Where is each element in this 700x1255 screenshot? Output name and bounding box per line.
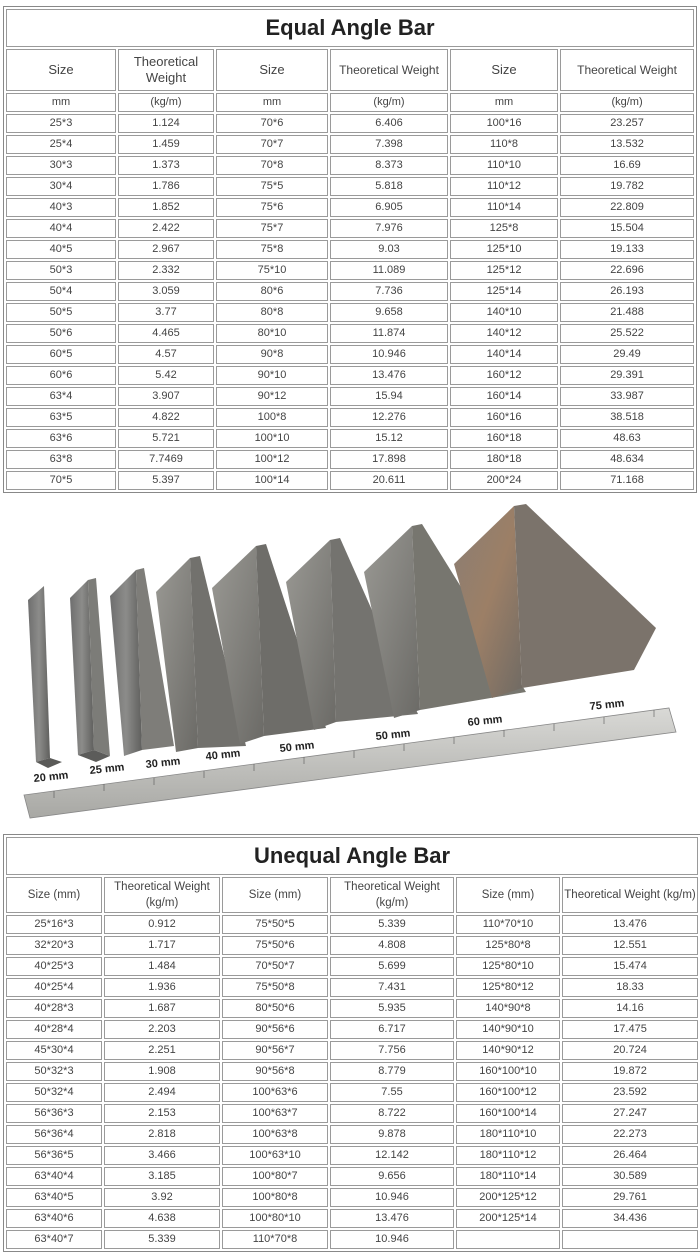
size-label: 40 mm bbox=[205, 747, 241, 763]
weight-cell: 1.908 bbox=[104, 1062, 220, 1081]
size-cell: 40*28*4 bbox=[6, 1020, 102, 1039]
column-header: Theoretical Weight bbox=[330, 49, 448, 91]
weight-cell: 29.49 bbox=[560, 345, 694, 364]
weight-cell: 48.63 bbox=[560, 429, 694, 448]
size-cell: 50*3 bbox=[6, 261, 116, 280]
weight-cell: 3.92 bbox=[104, 1188, 220, 1207]
size-cell: 140*12 bbox=[450, 324, 558, 343]
weight-cell: 13.476 bbox=[330, 1209, 454, 1228]
weight-cell: 13.532 bbox=[560, 135, 694, 154]
weight-cell: 5.42 bbox=[118, 366, 214, 385]
weight-cell: 19.872 bbox=[562, 1062, 698, 1081]
unit-cell: (kg/m) bbox=[560, 93, 694, 112]
size-cell: 100*63*6 bbox=[222, 1083, 328, 1102]
size-cell: 70*5 bbox=[6, 471, 116, 490]
weight-cell: 6.905 bbox=[330, 198, 448, 217]
weight-cell: 8.722 bbox=[330, 1104, 454, 1123]
weight-cell: 4.57 bbox=[118, 345, 214, 364]
weight-cell: 19.782 bbox=[560, 177, 694, 196]
weight-cell: 26.193 bbox=[560, 282, 694, 301]
size-cell: 90*8 bbox=[216, 345, 328, 364]
size-cell: 60*5 bbox=[6, 345, 116, 364]
size-cell: 63*40*5 bbox=[6, 1188, 102, 1207]
weight-cell: 17.898 bbox=[330, 450, 448, 469]
equal-angle-table bbox=[3, 6, 697, 493]
size-cell: 125*8 bbox=[450, 219, 558, 238]
table-row bbox=[6, 198, 694, 217]
size-cell: 140*10 bbox=[450, 303, 558, 322]
unequal-header-row bbox=[6, 877, 698, 913]
size-label: 75 mm bbox=[589, 697, 625, 713]
weight-cell: 10.946 bbox=[330, 1230, 454, 1249]
table-row bbox=[6, 915, 698, 934]
weight-cell: 23.257 bbox=[560, 114, 694, 133]
equal-header-row bbox=[6, 49, 694, 91]
weight-cell: 22.273 bbox=[562, 1125, 698, 1144]
equal-table-title: Equal Angle Bar bbox=[6, 9, 694, 47]
column-header: Theoretical Weight (kg/m) bbox=[104, 877, 220, 913]
size-cell: 180*110*12 bbox=[456, 1146, 560, 1165]
weight-cell: 23.592 bbox=[562, 1083, 698, 1102]
size-cell: 80*6 bbox=[216, 282, 328, 301]
weight-cell: 12.276 bbox=[330, 408, 448, 427]
weight-cell: 7.756 bbox=[330, 1041, 454, 1060]
size-cell: 100*80*7 bbox=[222, 1167, 328, 1186]
weight-cell: 15.474 bbox=[562, 957, 698, 976]
weight-cell: 22.809 bbox=[560, 198, 694, 217]
table-row bbox=[6, 240, 694, 259]
size-cell: 200*125*14 bbox=[456, 1209, 560, 1228]
size-cell: 70*50*7 bbox=[222, 957, 328, 976]
size-cell bbox=[456, 1230, 560, 1249]
size-cell: 63*4 bbox=[6, 387, 116, 406]
table-row bbox=[6, 957, 698, 976]
size-cell: 50*6 bbox=[6, 324, 116, 343]
table-row bbox=[6, 999, 698, 1018]
weight-cell: 15.94 bbox=[330, 387, 448, 406]
size-cell: 180*110*10 bbox=[456, 1125, 560, 1144]
weight-cell: 5.699 bbox=[330, 957, 454, 976]
equal-unit-row bbox=[6, 93, 694, 112]
weight-cell: 8.373 bbox=[330, 156, 448, 175]
table-row bbox=[6, 1020, 698, 1039]
size-cell: 160*100*12 bbox=[456, 1083, 560, 1102]
table-row bbox=[6, 1041, 698, 1060]
column-header: Theoretical Weight (kg/m) bbox=[330, 877, 454, 913]
weight-cell: 2.153 bbox=[104, 1104, 220, 1123]
table-row bbox=[6, 1146, 698, 1165]
size-cell: 160*18 bbox=[450, 429, 558, 448]
size-cell: 125*12 bbox=[450, 261, 558, 280]
table-row bbox=[6, 282, 694, 301]
size-cell: 75*10 bbox=[216, 261, 328, 280]
angle-bar-20mm bbox=[28, 586, 62, 768]
weight-cell: 5.339 bbox=[104, 1230, 220, 1249]
size-cell: 200*24 bbox=[450, 471, 558, 490]
weight-cell: 30.589 bbox=[562, 1167, 698, 1186]
weight-cell: 71.168 bbox=[560, 471, 694, 490]
size-cell: 100*12 bbox=[216, 450, 328, 469]
table-row bbox=[6, 1188, 698, 1207]
table-row bbox=[6, 177, 694, 196]
weight-cell: 4.465 bbox=[118, 324, 214, 343]
size-cell: 40*28*3 bbox=[6, 999, 102, 1018]
size-cell: 140*90*8 bbox=[456, 999, 560, 1018]
weight-cell: 7.398 bbox=[330, 135, 448, 154]
weight-cell: 5.935 bbox=[330, 999, 454, 1018]
table-row bbox=[6, 408, 694, 427]
size-cell: 100*80*8 bbox=[222, 1188, 328, 1207]
table-row bbox=[6, 135, 694, 154]
weight-cell: 2.332 bbox=[118, 261, 214, 280]
column-header: Size (mm) bbox=[6, 877, 102, 913]
unit-cell: mm bbox=[216, 93, 328, 112]
weight-cell: 2.203 bbox=[104, 1020, 220, 1039]
weight-cell: 5.818 bbox=[330, 177, 448, 196]
weight-cell: 2.251 bbox=[104, 1041, 220, 1060]
unequal-angle-table bbox=[3, 834, 700, 1252]
weight-cell: 21.488 bbox=[560, 303, 694, 322]
table-row bbox=[6, 936, 698, 955]
size-cell: 110*12 bbox=[450, 177, 558, 196]
size-cell: 63*5 bbox=[6, 408, 116, 427]
size-cell: 100*10 bbox=[216, 429, 328, 448]
table-row bbox=[6, 471, 694, 490]
size-cell: 110*70*8 bbox=[222, 1230, 328, 1249]
size-cell: 56*36*4 bbox=[6, 1125, 102, 1144]
size-cell: 110*14 bbox=[450, 198, 558, 217]
table-row bbox=[6, 156, 694, 175]
weight-cell: 9.658 bbox=[330, 303, 448, 322]
size-cell: 63*40*4 bbox=[6, 1167, 102, 1186]
weight-cell: 16.69 bbox=[560, 156, 694, 175]
weight-cell: 7.976 bbox=[330, 219, 448, 238]
size-cell: 200*125*12 bbox=[456, 1188, 560, 1207]
size-cell: 40*25*4 bbox=[6, 978, 102, 997]
weight-cell: 15.12 bbox=[330, 429, 448, 448]
size-cell: 45*30*4 bbox=[6, 1041, 102, 1060]
size-cell: 40*5 bbox=[6, 240, 116, 259]
column-header: Size bbox=[216, 49, 328, 91]
size-cell: 160*100*10 bbox=[456, 1062, 560, 1081]
size-cell: 90*56*7 bbox=[222, 1041, 328, 1060]
size-cell: 100*8 bbox=[216, 408, 328, 427]
size-cell: 160*100*14 bbox=[456, 1104, 560, 1123]
table-row bbox=[6, 387, 694, 406]
weight-cell: 19.133 bbox=[560, 240, 694, 259]
size-cell: 63*6 bbox=[6, 429, 116, 448]
weight-cell: 7.7469 bbox=[118, 450, 214, 469]
weight-cell: 1.852 bbox=[118, 198, 214, 217]
weight-cell: 25.522 bbox=[560, 324, 694, 343]
column-header: Theoretical Weight (kg/m) bbox=[562, 877, 698, 913]
size-label: 50 mm bbox=[375, 727, 411, 743]
column-header: Theoretical Weight bbox=[118, 49, 214, 91]
weight-cell: 14.16 bbox=[562, 999, 698, 1018]
size-cell: 80*10 bbox=[216, 324, 328, 343]
size-cell: 75*6 bbox=[216, 198, 328, 217]
size-cell: 100*63*7 bbox=[222, 1104, 328, 1123]
size-cell: 140*90*10 bbox=[456, 1020, 560, 1039]
weight-cell: 11.089 bbox=[330, 261, 448, 280]
weight-cell: 1.459 bbox=[118, 135, 214, 154]
size-cell: 63*40*7 bbox=[6, 1230, 102, 1249]
size-cell: 40*25*3 bbox=[6, 957, 102, 976]
table-row bbox=[6, 1083, 698, 1102]
size-cell: 50*4 bbox=[6, 282, 116, 301]
weight-cell: 17.475 bbox=[562, 1020, 698, 1039]
weight-cell: 10.946 bbox=[330, 345, 448, 364]
size-cell: 90*56*6 bbox=[222, 1020, 328, 1039]
weight-cell: 29.391 bbox=[560, 366, 694, 385]
table-row bbox=[6, 1167, 698, 1186]
weight-cell: 4.822 bbox=[118, 408, 214, 427]
table-row bbox=[6, 1062, 698, 1081]
size-label: 50 mm bbox=[279, 739, 315, 755]
weight-cell: 5.721 bbox=[118, 429, 214, 448]
size-cell: 90*56*8 bbox=[222, 1062, 328, 1081]
unit-cell: (kg/m) bbox=[330, 93, 448, 112]
size-cell: 40*4 bbox=[6, 219, 116, 238]
size-cell: 90*10 bbox=[216, 366, 328, 385]
weight-cell: 3.466 bbox=[104, 1146, 220, 1165]
size-cell: 75*5 bbox=[216, 177, 328, 196]
weight-cell: 1.786 bbox=[118, 177, 214, 196]
angle-bar-75mm bbox=[454, 504, 656, 698]
weight-cell: 33.987 bbox=[560, 387, 694, 406]
weight-cell: 34.436 bbox=[562, 1209, 698, 1228]
table-row bbox=[6, 366, 694, 385]
unequal-table-title: Unequal Angle Bar bbox=[6, 837, 698, 875]
weight-cell: 18.33 bbox=[562, 978, 698, 997]
weight-cell: 3.185 bbox=[104, 1167, 220, 1186]
size-cell: 56*36*5 bbox=[6, 1146, 102, 1165]
size-cell: 75*50*8 bbox=[222, 978, 328, 997]
size-cell: 60*6 bbox=[6, 366, 116, 385]
weight-cell: 20.724 bbox=[562, 1041, 698, 1060]
weight-cell: 12.551 bbox=[562, 936, 698, 955]
size-cell: 180*110*14 bbox=[456, 1167, 560, 1186]
size-cell: 50*32*4 bbox=[6, 1083, 102, 1102]
weight-cell: 48.634 bbox=[560, 450, 694, 469]
size-cell: 56*36*3 bbox=[6, 1104, 102, 1123]
weight-cell bbox=[562, 1230, 698, 1249]
size-cell: 125*80*8 bbox=[456, 936, 560, 955]
weight-cell: 27.247 bbox=[562, 1104, 698, 1123]
weight-cell: 1.687 bbox=[104, 999, 220, 1018]
column-header: Theoretical Weight bbox=[560, 49, 694, 91]
table-row bbox=[6, 1209, 698, 1228]
weight-cell: 13.476 bbox=[330, 366, 448, 385]
angle-bar-25mm bbox=[70, 578, 110, 762]
size-cell: 70*7 bbox=[216, 135, 328, 154]
weight-cell: 22.696 bbox=[560, 261, 694, 280]
table-row bbox=[6, 978, 698, 997]
size-cell: 110*8 bbox=[450, 135, 558, 154]
weight-cell: 15.504 bbox=[560, 219, 694, 238]
weight-cell: 2.818 bbox=[104, 1125, 220, 1144]
weight-cell: 20.611 bbox=[330, 471, 448, 490]
size-cell: 90*12 bbox=[216, 387, 328, 406]
weight-cell: 2.494 bbox=[104, 1083, 220, 1102]
size-cell: 25*16*3 bbox=[6, 915, 102, 934]
weight-cell: 1.936 bbox=[104, 978, 220, 997]
angle-bars-illustration bbox=[14, 500, 686, 820]
size-cell: 30*4 bbox=[6, 177, 116, 196]
weight-cell: 6.406 bbox=[330, 114, 448, 133]
weight-cell: 2.422 bbox=[118, 219, 214, 238]
table-row bbox=[6, 114, 694, 133]
weight-cell: 3.059 bbox=[118, 282, 214, 301]
weight-cell: 2.967 bbox=[118, 240, 214, 259]
weight-cell: 0.912 bbox=[104, 915, 220, 934]
weight-cell: 9.656 bbox=[330, 1167, 454, 1186]
size-cell: 160*14 bbox=[450, 387, 558, 406]
weight-cell: 13.476 bbox=[562, 915, 698, 934]
size-cell: 110*70*10 bbox=[456, 915, 560, 934]
table-row bbox=[6, 324, 694, 343]
weight-cell: 29.761 bbox=[562, 1188, 698, 1207]
size-cell: 180*18 bbox=[450, 450, 558, 469]
table-row bbox=[6, 450, 694, 469]
weight-cell: 4.638 bbox=[104, 1209, 220, 1228]
weight-cell: 7.55 bbox=[330, 1083, 454, 1102]
column-header: Size (mm) bbox=[456, 877, 560, 913]
weight-cell: 9.03 bbox=[330, 240, 448, 259]
unit-cell: mm bbox=[450, 93, 558, 112]
weight-cell: 11.874 bbox=[330, 324, 448, 343]
size-cell: 160*16 bbox=[450, 408, 558, 427]
weight-cell: 5.339 bbox=[330, 915, 454, 934]
table-row bbox=[6, 345, 694, 364]
size-cell: 63*8 bbox=[6, 450, 116, 469]
size-cell: 80*50*6 bbox=[222, 999, 328, 1018]
table-row bbox=[6, 303, 694, 322]
column-header: Size bbox=[450, 49, 558, 91]
size-cell: 70*6 bbox=[216, 114, 328, 133]
weight-cell: 3.77 bbox=[118, 303, 214, 322]
weight-cell: 38.518 bbox=[560, 408, 694, 427]
weight-cell: 1.484 bbox=[104, 957, 220, 976]
size-cell: 100*63*8 bbox=[222, 1125, 328, 1144]
weight-cell: 1.373 bbox=[118, 156, 214, 175]
size-cell: 100*16 bbox=[450, 114, 558, 133]
size-cell: 100*63*10 bbox=[222, 1146, 328, 1165]
weight-cell: 3.907 bbox=[118, 387, 214, 406]
size-cell: 75*50*6 bbox=[222, 936, 328, 955]
table-row bbox=[6, 219, 694, 238]
size-cell: 160*12 bbox=[450, 366, 558, 385]
weight-cell: 26.464 bbox=[562, 1146, 698, 1165]
size-cell: 140*90*12 bbox=[456, 1041, 560, 1060]
weight-cell: 7.431 bbox=[330, 978, 454, 997]
size-label: 25 mm bbox=[89, 761, 125, 777]
size-cell: 40*3 bbox=[6, 198, 116, 217]
size-cell: 75*7 bbox=[216, 219, 328, 238]
size-cell: 125*10 bbox=[450, 240, 558, 259]
size-cell: 70*8 bbox=[216, 156, 328, 175]
size-cell: 110*10 bbox=[450, 156, 558, 175]
size-label: 30 mm bbox=[145, 755, 181, 771]
size-cell: 125*80*10 bbox=[456, 957, 560, 976]
size-cell: 25*3 bbox=[6, 114, 116, 133]
size-cell: 140*14 bbox=[450, 345, 558, 364]
table-row bbox=[6, 429, 694, 448]
unit-cell: mm bbox=[6, 93, 116, 112]
size-cell: 125*80*12 bbox=[456, 978, 560, 997]
angle-bar-photo bbox=[14, 500, 686, 820]
weight-cell: 6.717 bbox=[330, 1020, 454, 1039]
unit-cell: (kg/m) bbox=[118, 93, 214, 112]
size-cell: 63*40*6 bbox=[6, 1209, 102, 1228]
weight-cell: 1.124 bbox=[118, 114, 214, 133]
size-cell: 80*8 bbox=[216, 303, 328, 322]
column-header: Size bbox=[6, 49, 116, 91]
size-cell: 32*20*3 bbox=[6, 936, 102, 955]
size-cell: 75*8 bbox=[216, 240, 328, 259]
size-label: 20 mm bbox=[33, 769, 69, 785]
size-cell: 100*14 bbox=[216, 471, 328, 490]
weight-cell: 4.808 bbox=[330, 936, 454, 955]
size-cell: 50*32*3 bbox=[6, 1062, 102, 1081]
weight-cell: 10.946 bbox=[330, 1188, 454, 1207]
table-row bbox=[6, 1230, 698, 1249]
table-row bbox=[6, 1104, 698, 1123]
table-row bbox=[6, 1125, 698, 1144]
weight-cell: 5.397 bbox=[118, 471, 214, 490]
size-cell: 125*14 bbox=[450, 282, 558, 301]
table-row bbox=[6, 261, 694, 280]
size-cell: 100*80*10 bbox=[222, 1209, 328, 1228]
size-cell: 50*5 bbox=[6, 303, 116, 322]
column-header: Size (mm) bbox=[222, 877, 328, 913]
weight-cell: 7.736 bbox=[330, 282, 448, 301]
size-cell: 25*4 bbox=[6, 135, 116, 154]
weight-cell: 9.878 bbox=[330, 1125, 454, 1144]
size-cell: 30*3 bbox=[6, 156, 116, 175]
weight-cell: 8.779 bbox=[330, 1062, 454, 1081]
size-cell: 75*50*5 bbox=[222, 915, 328, 934]
weight-cell: 1.717 bbox=[104, 936, 220, 955]
size-label: 60 mm bbox=[467, 713, 503, 729]
weight-cell: 12.142 bbox=[330, 1146, 454, 1165]
